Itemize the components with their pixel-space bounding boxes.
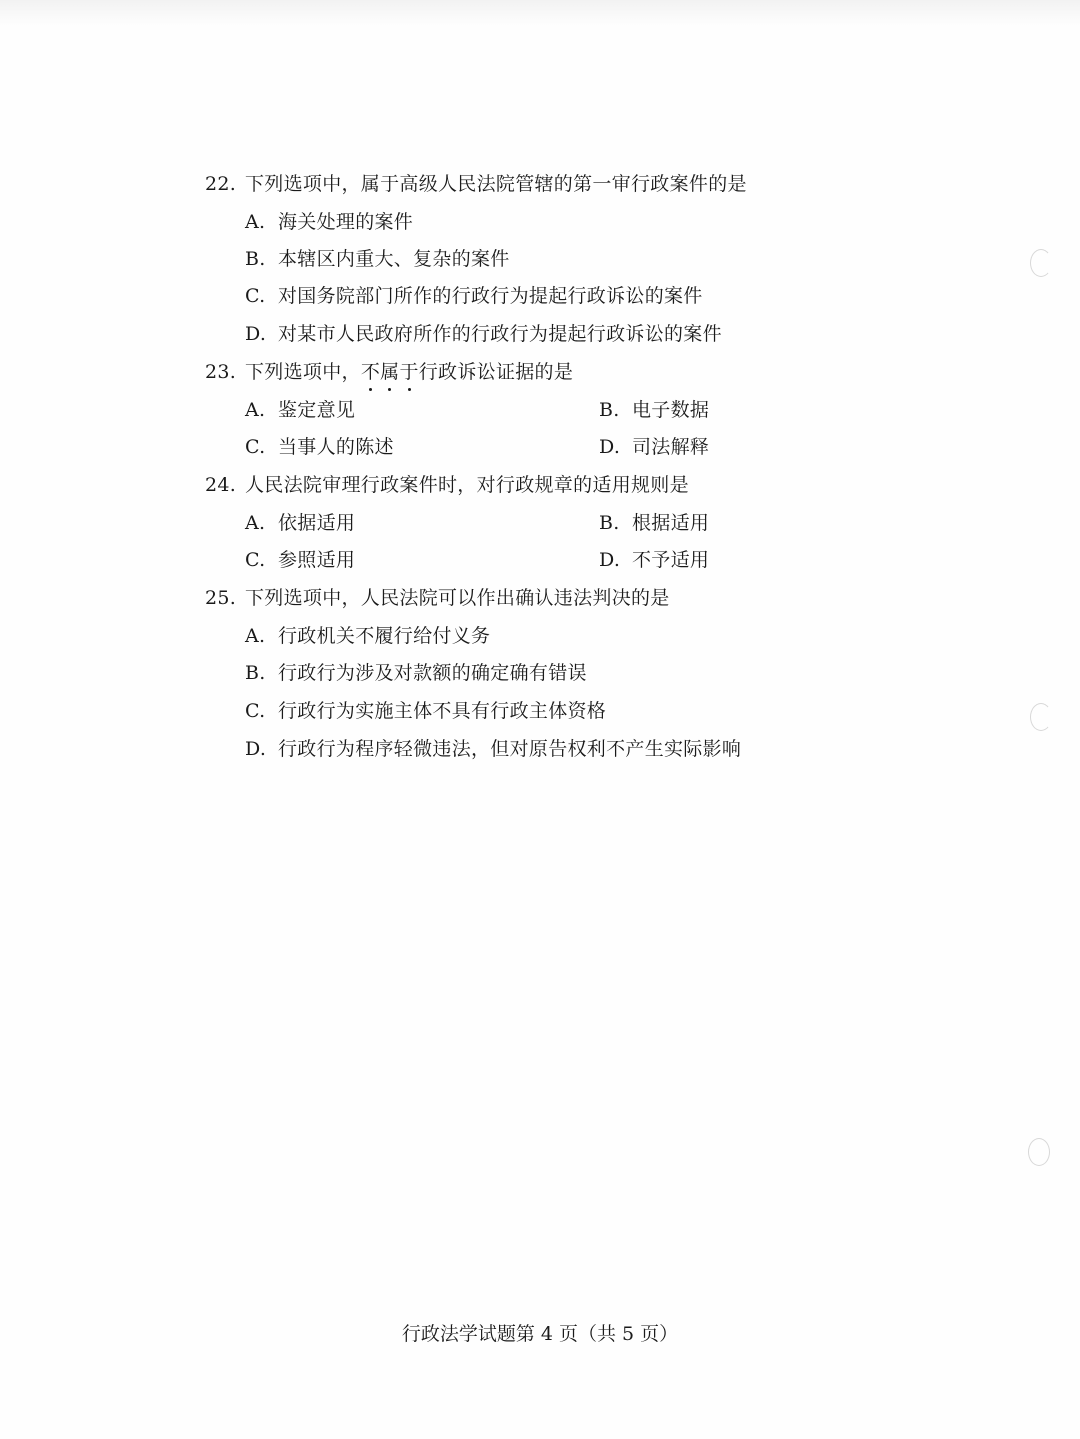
question-23-option-a (245, 398, 355, 422)
question-23-stem (205, 360, 573, 384)
option-label: B. (599, 399, 620, 421)
question-text: 下列选项中，属于高级人民法院管辖的第一审行政案件的是 (245, 173, 747, 195)
option-label: C. (245, 436, 266, 458)
emphasis-char: 不 (360, 361, 381, 383)
option-text: 行政行为实施主体不具有行政主体资格 (278, 700, 607, 722)
option-label: C. (245, 549, 266, 571)
option-text: 本辖区内重大、复杂的案件 (278, 248, 510, 270)
question-25-stem (205, 586, 670, 610)
option-text: 鉴定意见 (278, 399, 356, 421)
option-text: 依据适用 (278, 512, 356, 534)
option-text: 根据适用 (632, 512, 710, 534)
option-text: 海关处理的案件 (278, 211, 414, 233)
option-label: C. (245, 700, 266, 722)
question-number: 22. (205, 173, 237, 195)
option-text: 电子数据 (632, 399, 710, 421)
option-label: C. (245, 285, 266, 307)
option-label: B. (245, 662, 266, 684)
option-label: A. (245, 211, 266, 233)
option-label: A. (245, 625, 266, 647)
option-text: 行政行为涉及对款额的确定确有错误 (278, 662, 587, 684)
option-label: B. (245, 248, 266, 270)
question-23-option-b (599, 398, 709, 422)
option-label: D. (599, 436, 621, 458)
scan-edge-shadow (0, 0, 1080, 26)
emphasis-char: 属 (380, 361, 400, 383)
binder-hole-icon (1030, 703, 1052, 731)
question-24-option-c (245, 548, 355, 572)
question-22-option-d (245, 322, 722, 346)
option-text: 参照适用 (278, 549, 356, 571)
binder-hole-icon (1030, 249, 1052, 277)
question-22-option-b (245, 247, 510, 271)
option-text: 行政行为程序轻微违法，但对原告权利不产生实际影响 (278, 738, 742, 760)
option-text: 不予适用 (632, 549, 710, 571)
option-text: 对国务院部门所作的行政行为提起行政诉讼的案件 (278, 285, 703, 307)
question-22-option-c (245, 284, 703, 308)
page-footer: 行政法学试题第 4 页（共 5 页） (401, 1323, 679, 1345)
option-label: D. (599, 549, 621, 571)
question-23-option-c (245, 435, 394, 459)
option-label: B. (599, 512, 620, 534)
question-23-option-d (599, 435, 709, 459)
question-25-option-c (245, 699, 606, 723)
binder-hole-icon (1028, 1138, 1050, 1166)
question-24-option-d (599, 548, 709, 572)
option-label: D. (245, 738, 267, 760)
question-text: 下列选项中， (245, 361, 361, 383)
emphasis-char: 于 (399, 361, 419, 383)
question-number: 23. (205, 361, 237, 383)
question-24-option-b (599, 511, 709, 535)
question-25-option-a (245, 624, 490, 648)
question-24-stem (205, 473, 689, 497)
option-label: D. (245, 323, 267, 345)
option-text: 行政机关不履行给付义务 (278, 625, 491, 647)
question-25-option-d (245, 737, 741, 761)
option-text: 司法解释 (632, 436, 710, 458)
option-label: A. (245, 512, 266, 534)
question-25-option-b (245, 661, 587, 685)
option-text: 对某市人民政府所作的行政行为提起行政诉讼的案件 (278, 323, 722, 345)
question-text: 行政诉讼证据的是 (418, 361, 574, 383)
question-text: 下列选项中，人民法院可以作出确认违法判决的是 (245, 587, 670, 609)
question-text: 人民法院审理行政案件时，对行政规章的适用规则是 (245, 474, 689, 496)
option-text: 当事人的陈述 (278, 436, 394, 458)
option-label: A. (245, 399, 266, 421)
question-number: 25. (205, 587, 237, 609)
question-number: 24. (205, 474, 237, 496)
question-22-option-a (245, 210, 413, 234)
question-22-stem (205, 172, 747, 196)
question-24-option-a (245, 511, 355, 535)
